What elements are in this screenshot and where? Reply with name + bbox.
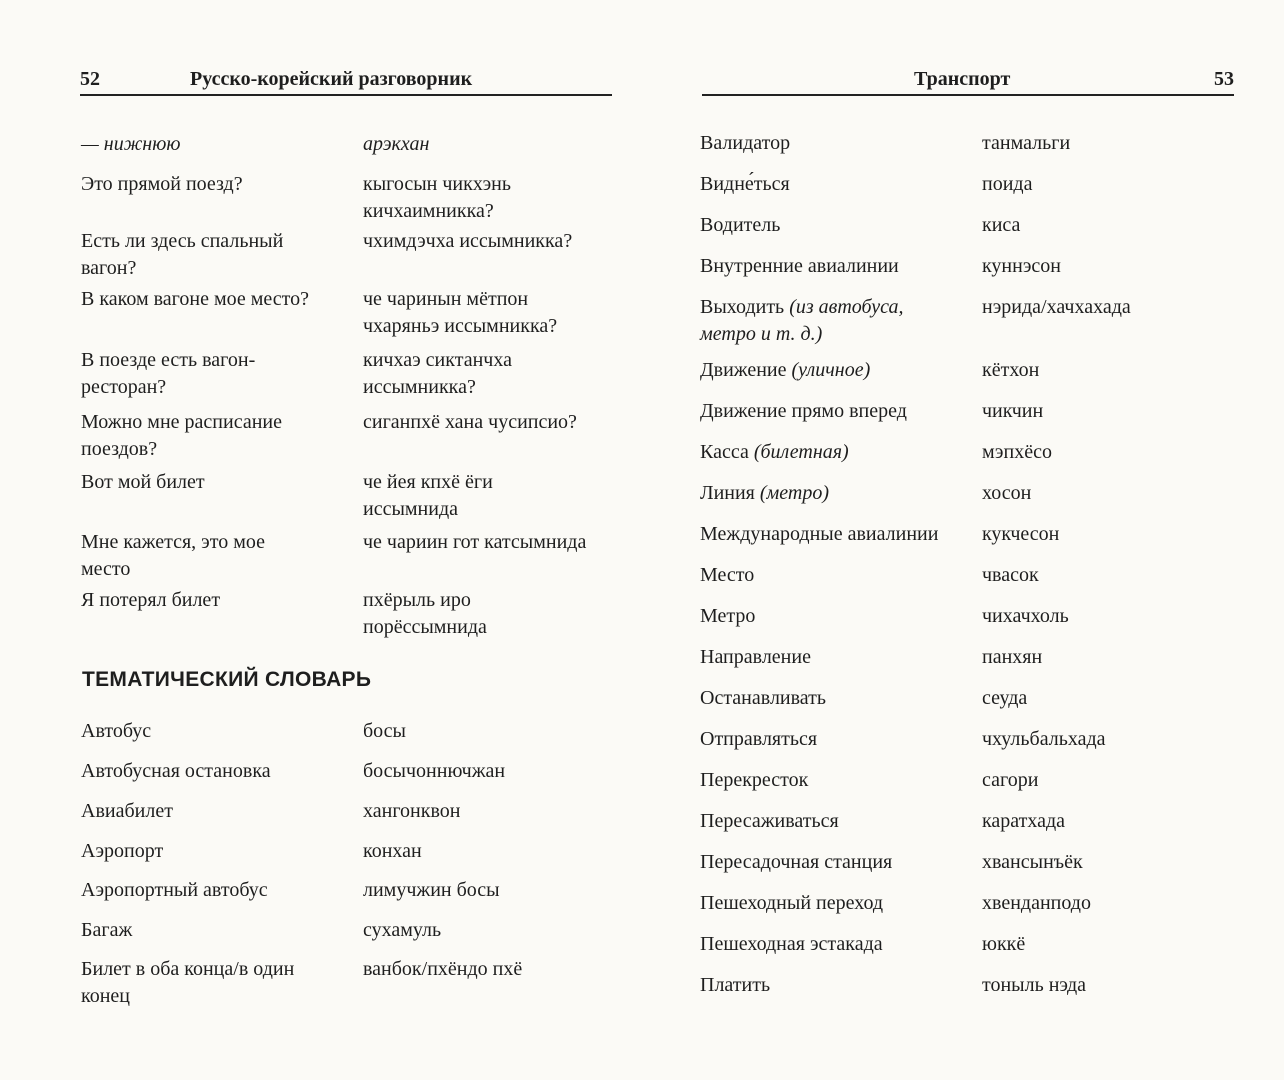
vocab-ru-word: Направление [700, 646, 811, 668]
vocab-ko: панхян [982, 646, 1043, 668]
vocab-ko: хосон [982, 482, 1032, 504]
vocab-ru-word: Водитель [700, 214, 781, 236]
vocab-ru [700, 171, 975, 198]
vocab-ru [700, 130, 975, 157]
vocab-ru-word: Международные авиалинии [700, 523, 939, 545]
vocab-ru-word: Останавливать [700, 687, 827, 709]
vocab-ru [700, 294, 940, 348]
vocab-note: (метро) [759, 482, 830, 504]
vocab-ru: Автобусная остановка [81, 760, 271, 782]
vocab-ru-word: Пешеходный переход [700, 892, 884, 914]
vocab-ko: мэпхёсо [982, 441, 1052, 463]
vocab-ru [700, 603, 975, 630]
vocab-ko: конхан [363, 840, 422, 862]
left-page-header [80, 64, 612, 96]
vocab-ko: сагори [982, 769, 1039, 791]
vocab-ko: босычоннючжан [363, 760, 506, 782]
vocab-ru [700, 726, 975, 753]
vocab-ko: нэрида/хачхахада [982, 296, 1131, 318]
vocab-ru [700, 644, 975, 671]
phrase-ko: сиганпхё хана чусипсио? [363, 411, 577, 433]
vocab-ru-word: Видне́ться [700, 173, 790, 195]
vocab-note: (из автобуса, метро и т. д.) [700, 296, 904, 345]
vocab-ko: босы [363, 720, 406, 742]
vocab-ru [700, 972, 975, 999]
vocab-ko: каратхада [982, 810, 1066, 832]
vocab-ru: Билет в оба конца/в один конец [81, 958, 295, 1007]
vocab-ru [700, 439, 975, 466]
vocab-ru-word: Место [700, 564, 755, 586]
vocab-ko: сухамуль [363, 919, 442, 941]
phrase-ko: че чариин гот катсымнида [363, 531, 587, 553]
vocab-ko: чхульбальхада [982, 728, 1106, 750]
phrase-ru: Это прямой поезд? [81, 173, 243, 195]
page-number: 53 [1214, 68, 1234, 90]
phrase-ru: Я потерял билет [81, 589, 221, 611]
vocab-ru: Багаж [81, 919, 133, 941]
page-number: 52 [80, 68, 100, 90]
phrase-ru: Можно мне расписание поездов? [81, 411, 282, 460]
phrase-ko: че чаринын мётпон чхаряньэ иссымникка? [363, 288, 558, 337]
phrase-ru: — нижнюю [81, 133, 181, 155]
vocab-ru: Авиабилет [81, 800, 173, 822]
right-page [642, 0, 1284, 1080]
vocab-ru [700, 521, 980, 548]
vocab-ru-word: Пересаживаться [700, 810, 839, 832]
vocab-ru-word: Метро [700, 605, 756, 627]
vocab-ru-word: Движение [700, 359, 787, 381]
vocab-ru-word: Пересадочная станция [700, 851, 893, 873]
vocab-ko: хвенданподо [982, 892, 1091, 914]
vocab-ko: хангонквон [363, 800, 461, 822]
vocab-ru-word: Отправляться [700, 728, 818, 750]
vocab-ko: чикчин [982, 400, 1044, 422]
vocab-ru [700, 480, 975, 507]
vocab-ru: Аэропорт [81, 840, 164, 862]
phrase-ko: пхёрыль иро порёссымнида [363, 589, 487, 638]
vocab-ru-word: Внутренние авиалинии [700, 255, 899, 277]
vocab-ru [700, 398, 975, 425]
vocab-ru [700, 890, 975, 917]
phrase-ko: че йея кпхё ёги иссымнида [363, 471, 493, 520]
running-title: Русско-корейский разговорник [190, 68, 473, 90]
vocab-ru [700, 767, 975, 794]
vocab-ko: танмальги [982, 132, 1071, 154]
section-title: ТЕМАТИЧЕСКИЙ СЛОВАРЬ [82, 668, 372, 691]
vocab-ko: куннэсон [982, 255, 1062, 277]
vocab-ru-word: Валидатор [700, 132, 791, 154]
vocab-ru-word: Выходить [700, 296, 785, 318]
vocab-note: (билетная) [753, 441, 849, 463]
phrase-ru: В каком вагоне мое место? [81, 288, 309, 310]
vocab-ru: Автобус [81, 720, 152, 742]
vocab-ru-word: Платить [700, 974, 771, 996]
phrase-ko: кичхаэ сиктанчха иссымникка? [363, 349, 512, 398]
vocab-ru [700, 685, 975, 712]
phrase-ko: арэкхан [363, 133, 430, 155]
vocab-ru-word: Касса [700, 441, 749, 463]
vocab-ko: ванбок/пхёндо пхё [363, 958, 523, 980]
vocab-ru [700, 212, 975, 239]
vocab-ko: тоныль нэда [982, 974, 1087, 996]
running-title: Транспорт [914, 68, 1011, 90]
phrase-ru: В поезде есть вагон-ресторан? [81, 349, 256, 398]
phrase-ko: кыгосын чикхэнь кичхаимникка? [363, 173, 511, 222]
vocab-ko: юккё [982, 933, 1026, 955]
vocab-ru: Аэропортный автобус [81, 879, 268, 901]
vocab-ru-word: Линия [700, 482, 755, 504]
vocab-ko: чвасок [982, 564, 1039, 586]
vocab-ko: поида [982, 173, 1033, 195]
vocab-ko: лимучжин босы [363, 879, 500, 901]
vocab-ru [700, 808, 975, 835]
vocab-ko: хвансынъёк [982, 851, 1083, 873]
vocab-ru [700, 931, 975, 958]
phrase-ru: Есть ли здесь спальный вагон? [81, 230, 284, 279]
vocab-note: (уличное) [791, 359, 871, 381]
vocab-ko: кукчесон [982, 523, 1060, 545]
vocab-ko: кётхон [982, 359, 1040, 381]
vocab-ru-word: Перекресток [700, 769, 809, 791]
right-page-header [702, 64, 1234, 96]
vocab-ru [700, 562, 975, 589]
vocab-ru [700, 253, 975, 280]
vocab-ru [700, 357, 975, 384]
vocab-ko: чихачхоль [982, 605, 1069, 627]
vocab-ru [700, 849, 975, 876]
vocab-ru-word: Движение прямо вперед [700, 400, 907, 422]
vocab-ru-word: Пешеходная эстакада [700, 933, 883, 955]
vocab-ko: сеуда [982, 687, 1028, 709]
vocab-ko: киса [982, 214, 1021, 236]
phrase-ru: Мне кажется, это мое место [81, 531, 265, 580]
phrase-ko: чхимдэчха иссымникка? [363, 230, 573, 252]
phrase-ru: Вот мой билет [81, 471, 205, 493]
